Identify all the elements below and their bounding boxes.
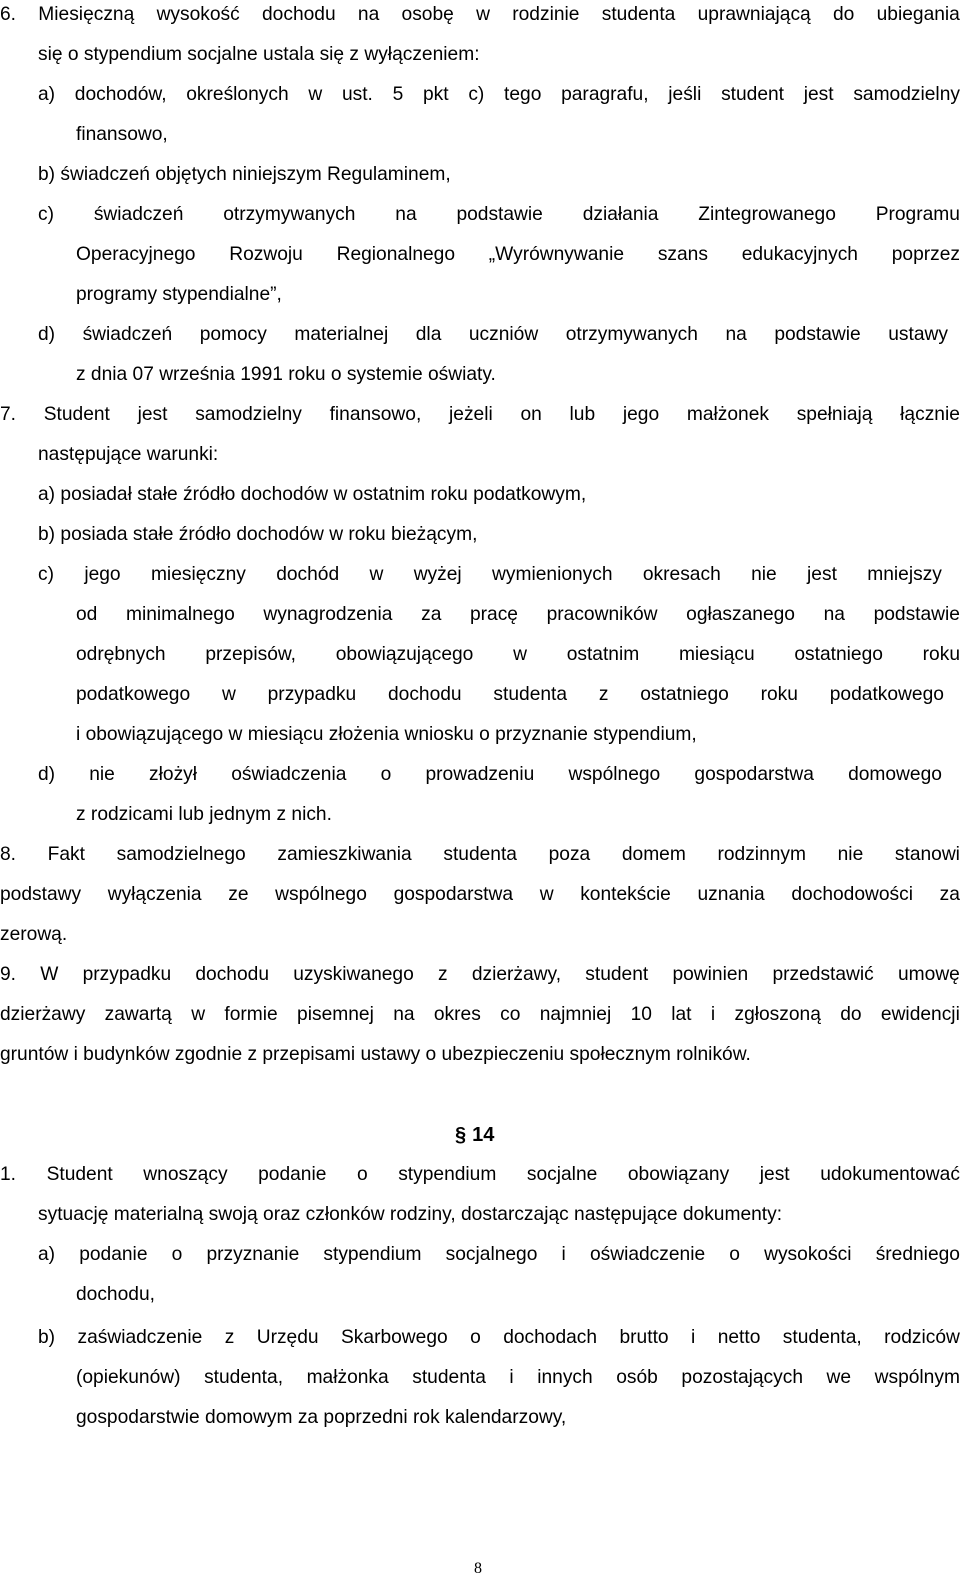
word: jeśli <box>668 84 702 105</box>
word: działania <box>582 204 659 225</box>
text-line: b) świadczeń objętych niniejszym Regulaminem, <box>38 164 451 185</box>
word: jest <box>807 564 837 585</box>
word: mniejszy <box>867 564 942 585</box>
word: i <box>509 1367 514 1388</box>
word: gospodarstwa <box>393 884 514 905</box>
text-line: dochodu, <box>76 1284 155 1305</box>
word: Rozwoju <box>229 244 303 265</box>
word: brutto <box>619 1327 669 1348</box>
text-line <box>38 204 960 226</box>
word: w <box>191 1004 206 1025</box>
word: „Wyrównywanie <box>488 244 625 265</box>
word: tego <box>504 84 542 105</box>
word: ubiegania <box>876 4 960 25</box>
text-line: zerową. <box>0 924 68 945</box>
word: pracę <box>469 604 518 625</box>
text-line: i obowiązującego w miesiącu złożenia wniosku o przyznanie stypendium, <box>76 724 697 745</box>
word: miesięczny <box>150 564 246 585</box>
word: uprawniającą <box>697 4 811 25</box>
word: minimalnego <box>125 604 235 625</box>
word: 9. <box>0 964 17 985</box>
word: gospodarstwa <box>694 764 814 785</box>
word: socjalne <box>526 1164 598 1185</box>
text-line: programy stypendialne”, <box>76 284 282 305</box>
word: 7. <box>0 404 17 425</box>
word: dochodu <box>387 684 462 705</box>
word: b) <box>38 1327 56 1348</box>
word: w <box>513 644 527 665</box>
text-line <box>0 844 960 866</box>
word: przyznanie <box>206 1244 300 1265</box>
word: okres <box>433 1004 481 1025</box>
word: świadczeń <box>93 204 184 225</box>
word: socjalnego <box>445 1244 538 1265</box>
text-line: b) posiada stałe źródło dochodów w roku bieżącym, <box>38 524 478 545</box>
word: jest <box>759 1164 790 1185</box>
word: samodzielny <box>195 404 302 425</box>
word: prowadzeniu <box>425 764 535 785</box>
word: oświadczenia <box>231 764 347 785</box>
word: 10 <box>630 1004 652 1025</box>
word: umowę <box>898 964 960 985</box>
word: zawartą <box>104 1004 172 1025</box>
word: d) <box>38 324 56 345</box>
word: 8. <box>0 844 17 865</box>
text-line <box>0 884 960 906</box>
text-line: następujące warunki: <box>38 444 219 465</box>
word: co <box>500 1004 521 1025</box>
text-line: gruntów i budynków zgodnie z przepisami ustawy o ubezpieczeniu społecznym rolników. <box>0 1044 751 1065</box>
word: złożył <box>149 764 198 785</box>
word: Miesięczną <box>38 4 135 25</box>
text-line: a) posiadał stałe źródło dochodów w ostatnim roku podatkowym, <box>38 484 587 505</box>
word: dzierżawy <box>0 1004 86 1025</box>
text-line: z dnia 07 września 1991 roku o systemie oświaty. <box>76 364 496 385</box>
word: małżonek <box>686 404 769 425</box>
word: wnoszący <box>143 1164 228 1185</box>
word: szans <box>657 244 708 265</box>
word: wspólnego <box>275 884 367 905</box>
word: o <box>171 1244 183 1265</box>
word: jest <box>803 84 834 105</box>
text-line: gospodarstwie domowym za poprzedni rok kalendarzowy, <box>76 1407 567 1428</box>
word: przepisów, <box>205 644 296 665</box>
word: pkt <box>422 84 449 105</box>
word: przypadku <box>82 964 172 985</box>
word: ewidencji <box>880 1004 960 1025</box>
word: edukacyjnych <box>741 244 858 265</box>
word: domowego <box>848 764 942 785</box>
word: małżonka <box>306 1367 389 1388</box>
text-line <box>76 244 960 266</box>
word: stypendium <box>398 1164 497 1185</box>
word: wymienionych <box>492 564 613 585</box>
word: dzierżawy, <box>471 964 562 985</box>
word: wysokości <box>764 1244 852 1265</box>
word: ostatnim <box>566 644 640 665</box>
word: uzyskiwanego <box>293 964 414 985</box>
word: samodzielny <box>853 84 960 105</box>
word: rodzinie <box>512 4 580 25</box>
word: poza <box>548 844 591 865</box>
word: ust. <box>341 84 373 105</box>
word: studenta, <box>204 1367 284 1388</box>
word: stanowi <box>894 844 960 865</box>
word: rodziców <box>884 1327 960 1348</box>
word: a) <box>38 1244 56 1265</box>
word: 5 <box>392 84 404 105</box>
word: podanie <box>258 1164 327 1185</box>
word: kontekście <box>580 884 671 905</box>
text-line <box>38 1244 960 1266</box>
word: dochodu <box>262 4 336 25</box>
word: świadczeń <box>82 324 173 345</box>
text-line <box>76 604 960 626</box>
word: dochodów, <box>74 84 167 105</box>
page-number: 8 <box>474 1560 482 1577</box>
word: poprzez <box>891 244 960 265</box>
word: z <box>224 1327 235 1348</box>
word: podstawie <box>774 324 861 345</box>
word: Operacyjnego <box>76 244 196 265</box>
word: studenta <box>412 1367 486 1388</box>
word: w <box>476 4 490 25</box>
word: o <box>470 1327 481 1348</box>
word: nie <box>837 844 864 865</box>
section-number: 14 <box>472 1124 495 1146</box>
word: jego <box>84 564 121 585</box>
text-line <box>38 84 960 106</box>
word: wspólnego <box>568 764 661 785</box>
word: zgłoszoną <box>734 1004 821 1025</box>
word: pozostających <box>681 1367 803 1388</box>
word: i <box>691 1327 696 1348</box>
text-line: z rodzicami lub jednym z nich. <box>76 804 332 825</box>
word: podatkowego <box>829 684 944 705</box>
word: 1. <box>0 1164 17 1185</box>
word: podstawie <box>456 204 543 225</box>
word: Programu <box>875 204 960 225</box>
word: ogłaszanego <box>686 604 795 625</box>
word: Student <box>46 1164 113 1185</box>
word: spełniają <box>796 404 873 425</box>
text-line <box>0 4 960 26</box>
word: ostatniego <box>640 684 729 705</box>
text-line: sytuację materialną swoją oraz członków rodziny, dostarczając następujące dokumenty: <box>38 1204 783 1225</box>
word: c) <box>38 204 54 225</box>
text-line <box>38 324 948 346</box>
word: finansowo, <box>329 404 422 425</box>
word: studenta <box>443 844 517 865</box>
word: pracowników <box>546 604 658 625</box>
word: stypendium <box>323 1244 422 1265</box>
word: wynagrodzenia <box>263 604 393 625</box>
word: lat <box>671 1004 692 1025</box>
word: netto <box>717 1327 761 1348</box>
text-line <box>0 1164 960 1186</box>
word: obowiązany <box>627 1164 730 1185</box>
word: wyżej <box>413 564 462 585</box>
word: 6. <box>0 4 17 25</box>
word: Fakt <box>47 844 85 865</box>
word: nie <box>89 764 115 785</box>
section-heading <box>455 1123 494 1147</box>
word: W <box>40 964 59 985</box>
word: student <box>585 964 649 985</box>
word: Student <box>43 404 110 425</box>
word: za <box>939 884 960 905</box>
word: obowiązującego <box>335 644 474 665</box>
word: roku <box>922 644 960 665</box>
word: zamieszkiwania <box>277 844 412 865</box>
word: wyłączenia <box>107 884 202 905</box>
word: dla <box>415 324 442 345</box>
word: do <box>840 1004 862 1025</box>
word: (opiekunów) <box>76 1367 181 1388</box>
word: on <box>520 404 542 425</box>
word: student <box>721 84 785 105</box>
word: w <box>369 564 384 585</box>
word: z <box>598 684 609 705</box>
word: okresach <box>642 564 721 585</box>
word: jego <box>622 404 660 425</box>
word: samodzielnego <box>116 844 246 865</box>
word: Urzędu <box>256 1327 319 1348</box>
word: uczniów <box>468 324 539 345</box>
text-line <box>38 1327 960 1349</box>
word: uznania <box>697 884 765 905</box>
section-sign: § <box>455 1124 467 1146</box>
word: na <box>823 604 845 625</box>
word: przedstawić <box>772 964 874 985</box>
text-line <box>0 404 960 426</box>
word: miesiącu <box>678 644 755 665</box>
word: wspólnym <box>874 1367 960 1388</box>
word: od <box>76 604 98 625</box>
word: dochód <box>276 564 340 585</box>
word: studenta <box>601 4 676 25</box>
word: łącznie <box>900 404 960 425</box>
word: w <box>308 84 323 105</box>
word: na <box>395 204 417 225</box>
word: podanie <box>79 1244 148 1265</box>
word: określonych <box>186 84 289 105</box>
word: we <box>826 1367 852 1388</box>
text-line: finansowo, <box>76 124 168 145</box>
word: ze <box>228 884 249 905</box>
word: na <box>393 1004 415 1025</box>
word: zaświadczenie <box>77 1327 203 1348</box>
word: i <box>561 1244 566 1265</box>
word: a) <box>38 84 56 105</box>
word: jest <box>137 404 168 425</box>
word: Zintegrowanego <box>698 204 836 225</box>
text-line <box>38 764 942 786</box>
word: c) <box>38 564 54 585</box>
text-line <box>76 684 944 706</box>
word: na <box>357 4 380 25</box>
word: średniego <box>875 1244 960 1265</box>
word: podstawy <box>0 884 82 905</box>
word: na <box>725 324 747 345</box>
word: osób <box>616 1367 658 1388</box>
word: Skarbowego <box>341 1327 448 1348</box>
word: powinien <box>672 964 749 985</box>
word: o <box>380 764 392 785</box>
word: wysokość <box>156 4 240 25</box>
word: otrzymywanych <box>223 204 356 225</box>
word: ustawy <box>888 324 948 345</box>
word: pomocy <box>199 324 267 345</box>
word: pisemnej <box>297 1004 374 1025</box>
word: ostatniego <box>794 644 883 665</box>
word: formie <box>224 1004 278 1025</box>
word: udokumentować <box>820 1164 960 1185</box>
word: jeżeli <box>449 404 493 425</box>
word: Regionalnego <box>336 244 456 265</box>
word: o <box>729 1244 740 1265</box>
word: d) <box>38 764 56 785</box>
word: paragrafu, <box>561 84 649 105</box>
text-line <box>0 1004 960 1026</box>
text-line: się o stypendium socjalne ustala się z wyłączeniem: <box>38 44 480 65</box>
word: oświadczenie <box>589 1244 706 1265</box>
word: o <box>356 1164 368 1185</box>
word: z <box>438 964 448 985</box>
word: studenta <box>493 684 568 705</box>
text-line <box>76 1367 960 1389</box>
word: do <box>833 4 855 25</box>
word: roku <box>760 684 798 705</box>
word: przypadku <box>267 684 357 705</box>
word: nie <box>751 564 777 585</box>
word: podstawie <box>873 604 960 625</box>
word: za <box>421 604 442 625</box>
word: odrębnych <box>76 644 166 665</box>
word: innych <box>537 1367 593 1388</box>
text-line <box>0 964 960 986</box>
word: domem <box>621 844 686 865</box>
word: w <box>221 684 236 705</box>
word: dochodach <box>503 1327 598 1348</box>
word: c) <box>468 84 485 105</box>
word: i <box>710 1004 716 1025</box>
word: materialnej <box>294 324 389 345</box>
word: dochodu <box>195 964 269 985</box>
word: w <box>539 884 554 905</box>
word: osobę <box>401 4 454 25</box>
word: studenta, <box>782 1327 862 1348</box>
word: dochodowości <box>791 884 913 905</box>
text-line <box>38 564 942 586</box>
word: otrzymywanych <box>565 324 698 345</box>
word: najmniej <box>539 1004 612 1025</box>
text-line <box>76 644 960 666</box>
word: rodzinnym <box>717 844 806 865</box>
word: podatkowego <box>76 684 191 705</box>
word: lub <box>569 404 596 425</box>
